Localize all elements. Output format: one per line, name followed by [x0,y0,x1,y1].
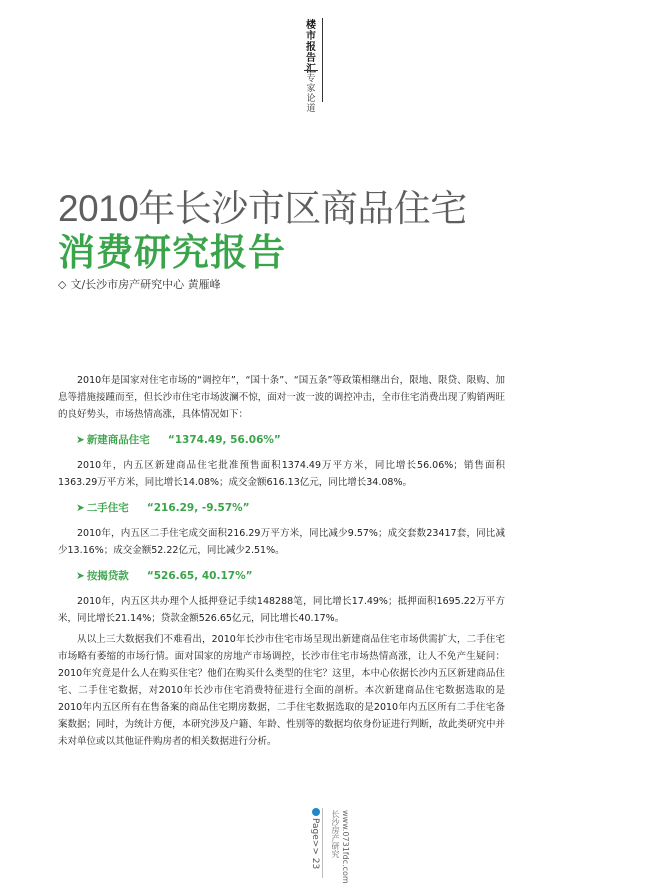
section-heading-second-hand [58,499,505,517]
section-heading-value: “526.65, 40.17%” [146,570,253,582]
page-number: Page>> 23 [310,818,320,870]
footer-url-text: www.0731fdc.com [341,810,350,884]
conclusion-paragraph: 从以上三大数据我们不难看出，2010年长沙市住宅市场呈现出新建商品住宅市场供需扩大，二手住宅市场略有萎缩的市场行情。面对国家的房地产市场调控，长沙市住宅市场热情高涨，让人不免产生疑问：2010年究竟是什么人在购买住宅？他们在购买什么类型的住宅？这里，本中心依据长沙内五区新建商品住宅、二手住宅数据，对2010年长沙市住宅消费特征进行全面的剖析。本次新建商品住宅数据选取的是2010年内五区所有在售备案的商品住宅期房数据，二手住宅数据选取的是2010年内五区所有二手住宅备案数据；同时，为统计方便，本研究涉及户籍、年龄、性别等的数据均依身份证进行判断，故此类研究中并未对单位或以其他证件购房者的相关数据进行分析。 [58,634,505,747]
section-label-rule [304,70,318,71]
section-heading-label: 新建商品住宅 [86,434,150,446]
section-heading-label: 按揭贷款 [86,570,129,582]
section-heading-value: “216.29, -9.57%” [146,502,250,514]
intro-paragraph: 2010年是国家对住宅市场的“调控年”，“国十条”、“国五条”等政策相继出台，限地、限贷、限购、加息等措施接踵而至，但长沙市住宅市场波澜不惊，面对一波一波的调控冲击，全市住宅消费出现了购销两旺的良好势头，市场热情高涨，具体情况如下： [58,375,505,420]
footer-url [330,810,350,886]
title-line-2: 消费研究报告 [58,231,286,274]
footer-divider-line [322,808,323,878]
arrow-icon: ➤ [76,434,85,446]
section-paragraph: 2010年，内五区二手住宅成交面积216.29万平方米，同比减少9.57%；成交套数23417套，同比减少13.16%；成交金额52.22亿元，同比减少2.51%。 [58,528,505,556]
section-heading-value: “1374.49, 56.06%” [167,434,281,446]
section-label: 楼市报告 [306,20,316,64]
section-heading-new-housing [58,431,505,449]
section-paragraph: 2010年，内五区共办理个人抵押登记手续148288笔，同比增长17.49%；抵押面积1695.22万平方米，同比增长21.14%；贷款金额526.65亿元，同比增长40.17%。 [58,596,505,624]
header-divider-line [322,18,323,102]
title-line-1: 2010年长沙市区商品住宅 [58,188,467,229]
byline-text: 文/长沙市房产研究中心 黄雁峰 [70,278,221,291]
section-heading-mortgage [58,567,505,585]
logo-dot-icon [312,808,320,816]
arrow-icon: ➤ [76,570,85,582]
section-heading-label: 二手住宅 [86,502,129,514]
diamond-icon: ◇ [58,278,67,291]
byline [58,276,221,292]
article-body [58,372,505,750]
column-label: 专家论道 [306,74,316,114]
footer-subtitle: 长沙房产研究 [331,810,340,858]
section-paragraph: 2010年，内五区新建商品住宅批准预售面积1374.49万平方米，同比增长56.06%；销售面积1363.29万平方米，同比增长14.08%；成交金额616.13亿元，同比增长34.08%。 [58,460,505,488]
arrow-icon: ➤ [76,502,85,514]
